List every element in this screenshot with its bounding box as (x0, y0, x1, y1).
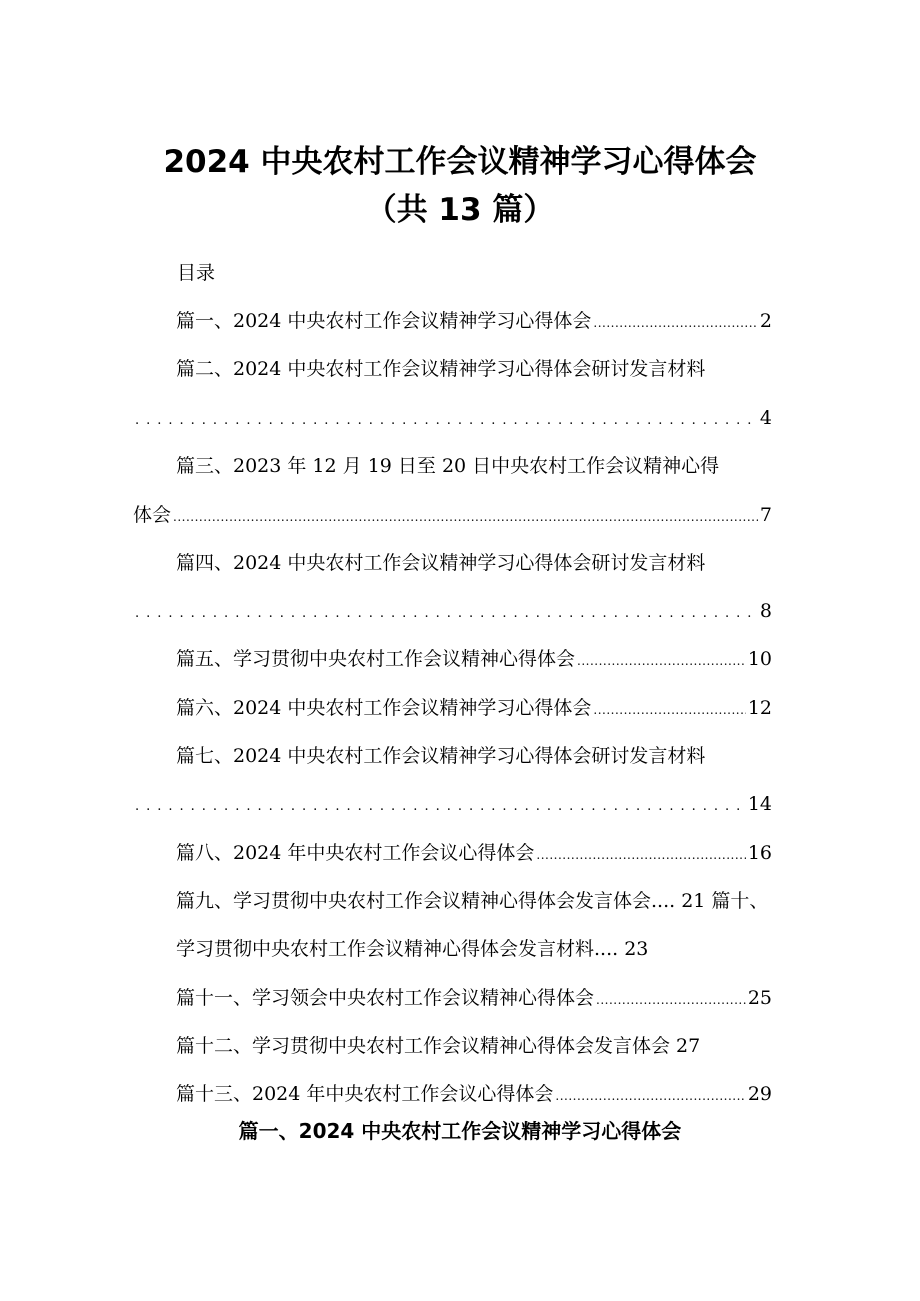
toc-entry-text-continued: 体会 (133, 504, 172, 526)
toc-entry-9[interactable] (176, 888, 816, 914)
toc-entry-text: 篇二、2024 中央农村工作会议精神学习心得体会研讨发言材料 (176, 358, 706, 380)
toc-leader (555, 1083, 745, 1109)
toc-page-number: 10 (747, 648, 772, 670)
toc-entry-text: 篇三、2023 年 12 月 19 日至 20 日中央农村工作会议精神心得 (176, 455, 720, 477)
section-heading: 篇一、2024 中央农村工作会议精神学习心得体会 (238, 1119, 682, 1143)
toc-leader (577, 648, 746, 674)
toc-page-number: 12 (747, 697, 772, 719)
toc-entry-4-leader-line[interactable] (133, 598, 772, 627)
toc-entry-text: 篇八、2024 年中央农村工作会议心得体会 (176, 842, 535, 864)
toc-page-number: 29 (747, 1083, 772, 1105)
toc-page-number: 14 (747, 793, 772, 815)
toc-entry-text: 篇十二、学习贯彻中央农村工作会议精神心得体会发言体会 27 (176, 1035, 701, 1057)
toc-entry-12[interactable] (176, 1033, 772, 1059)
document-title: 2024 中央农村工作会议精神学习心得体会 (163, 144, 757, 180)
toc-entry-text: 篇一、2024 中央农村工作会议精神学习心得体会 (176, 310, 592, 332)
toc-leader (536, 842, 745, 868)
toc-entry-7[interactable] (176, 743, 772, 769)
toc-entry-text: 篇四、2024 中央农村工作会议精神学习心得体会研讨发言材料 (176, 552, 706, 574)
toc-entry-13[interactable] (176, 1081, 772, 1109)
toc-entry-10[interactable] (176, 936, 772, 962)
toc-entry-2[interactable] (176, 356, 772, 382)
toc-entry-1[interactable] (176, 308, 772, 336)
toc-entry-text: 篇六、2024 中央农村工作会议精神学习心得体会 (176, 697, 592, 719)
toc-entry-3-continuation[interactable] (133, 502, 772, 530)
toc-leader (135, 408, 758, 434)
toc-page-number: 25 (747, 987, 772, 1009)
toc-label: 目录 (177, 262, 216, 284)
toc-leader (596, 987, 746, 1013)
toc-page-number: 7 (759, 504, 772, 526)
toc-page-number: 2 (759, 310, 772, 332)
toc-entry-text: 学习贯彻中央农村工作会议精神心得体会发言材料.... 23 (176, 938, 649, 960)
toc-leader (593, 697, 745, 723)
toc-page-number: 16 (747, 842, 772, 864)
toc-entry-3[interactable] (176, 453, 772, 479)
toc-entry-text: 篇十三、2024 年中央农村工作会议心得体会 (176, 1083, 554, 1105)
toc-leader (173, 504, 758, 530)
document-subtitle: （共 13 篇） (365, 192, 555, 228)
toc-leader (593, 310, 758, 336)
toc-entry-text: 篇五、学习贯彻中央农村工作会议精神心得体会 (176, 648, 576, 670)
toc-entry-5[interactable] (176, 646, 772, 674)
toc-entry-4[interactable] (176, 550, 772, 576)
toc-page-number: 4 (759, 407, 772, 429)
toc-entry-11[interactable] (176, 985, 772, 1013)
toc-leader (135, 601, 758, 627)
toc-entry-2-leader-line[interactable] (133, 405, 772, 434)
toc-page-number: 8 (759, 600, 772, 622)
toc-entry-7-leader-line[interactable] (133, 791, 772, 820)
toc-entry-text: 篇十一、学习领会中央农村工作会议精神心得体会 (176, 987, 595, 1009)
toc-entry-text: 篇七、2024 中央农村工作会议精神学习心得体会研讨发言材料 (176, 745, 706, 767)
toc-entry-8[interactable] (176, 840, 772, 868)
toc-entry-6[interactable] (176, 695, 772, 723)
toc-entry-text: 篇九、学习贯彻中央农村工作会议精神心得体会发言体会.... 21 篇十、 (176, 890, 769, 912)
toc-leader (135, 794, 746, 820)
